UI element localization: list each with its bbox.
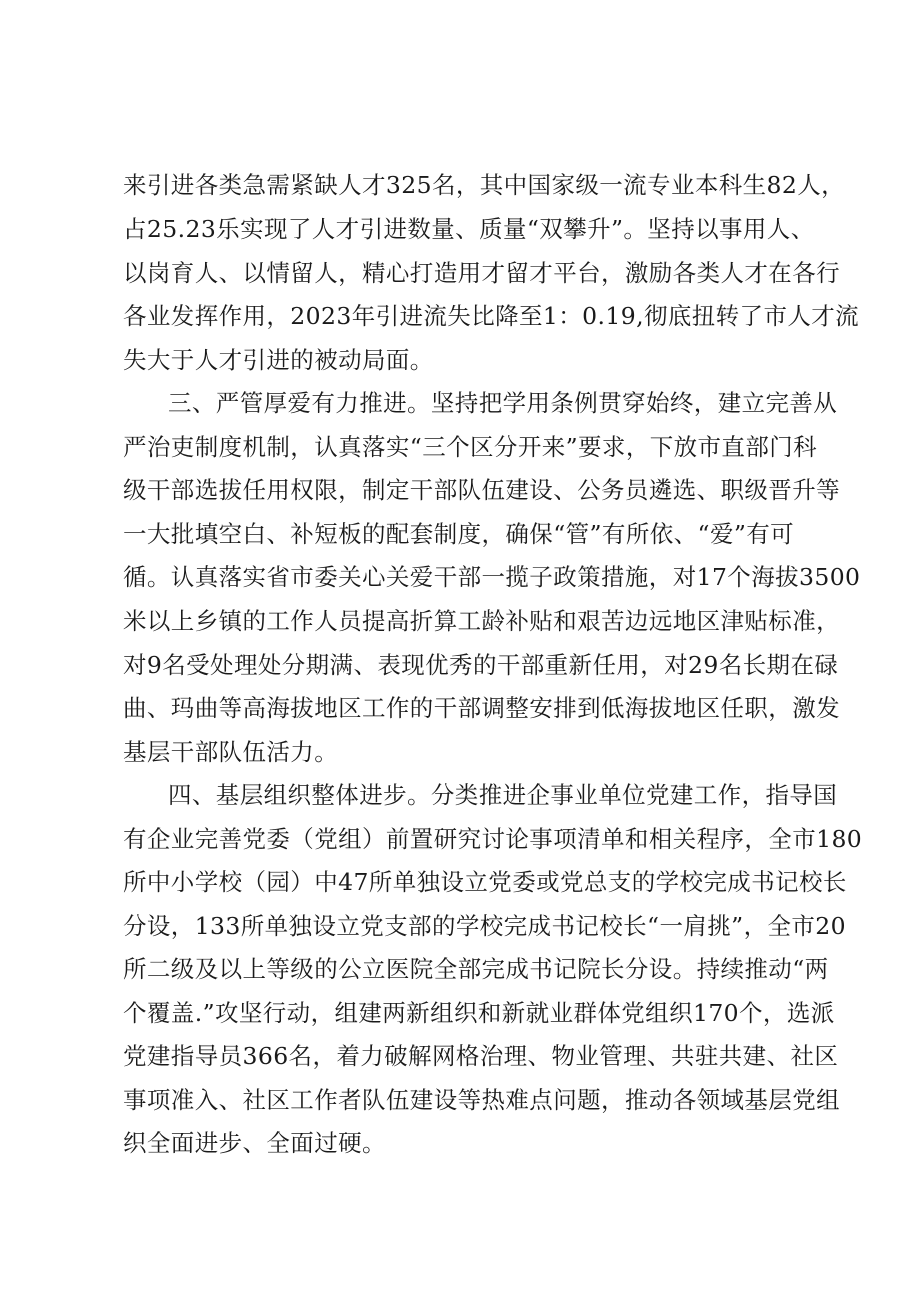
text-line: 占25.23乐实现了人才引进数量、质量“双攀升”。坚持以事用人、 [123,215,815,243]
section-heading-line: 四、基层组织整体进步。分类推进企事业单位党建工作，指导国 [168,781,838,809]
text-line: 来引进各类急需紧缺人才325名，其中国家级一流专业本科生82人， [123,171,846,199]
text-line: 曲、玛曲等高海拔地区工作的干部调整安排到低海拔地区任职，激发 [123,694,840,722]
text-line: 各业发挥作用，2023年引进流失比降至1：0.19,彻底扭转了市人才流 [123,302,860,330]
text-line: 织全面进步、全面过硬。 [123,1129,386,1157]
text-line: 严治吏制度机制，认真落实“三个区分开来”要求，下放市直部门科 [123,433,818,461]
text-line: 所二级及以上等级的公立医院全部完成书记院长分设。持续推动“两 [123,955,829,983]
text-line: 分设，133所单独设立党支部的学校完成书记校长“一肩挑”，全市20 [123,912,846,940]
text-line: 以岗育人、以情留人，精心打造用才留才平台，激励各类人才在各行 [123,259,840,287]
text-line: 循。认真落实省市委关心关爱干部一揽子政策措施，对17个海拔3500 [123,563,861,591]
text-line: 所中小学校（园）中47所单独设立党委或党总支的学校完成书记校长 [123,868,847,896]
text-line: 基层干部队伍活力。 [123,738,339,766]
text-line: 事项准入、社区工作者队伍建设等热难点问题，推动各领域基层党组 [123,1086,840,1114]
text-line: 有企业完善党委（党组）前置研究讨论事项清单和相关程序，全市180 [123,825,863,853]
text-line: 对9名受处理处分期满、表现优秀的干部重新任用，对29名长期在碌 [123,651,839,679]
text-line: 一大批填空白、补短板的配套制度，确保“管”有所依、“爱”有可 [123,520,795,548]
text-line: 级干部选拔任用权限，制定干部队伍建设、公务员遴选、职级晋升等 [123,476,840,504]
text-line: 党建指导员366名，着力破解网格治理、物业管理、共驻共建、社区 [123,1042,839,1070]
text-line: 米以上乡镇的工作人员提高折算工龄补贴和艰苦边远地区津贴标准， [123,607,840,635]
text-line: 失大于人才引进的被动局面。 [123,346,434,374]
text-line: 个覆盖.”攻坚行动，组建两新组织和新就业群体党组织170个，选派 [123,999,835,1027]
section-heading-line: 三、严管厚爱有力推进。坚持把学用条例贯穿始终，建立完善从 [168,389,838,417]
